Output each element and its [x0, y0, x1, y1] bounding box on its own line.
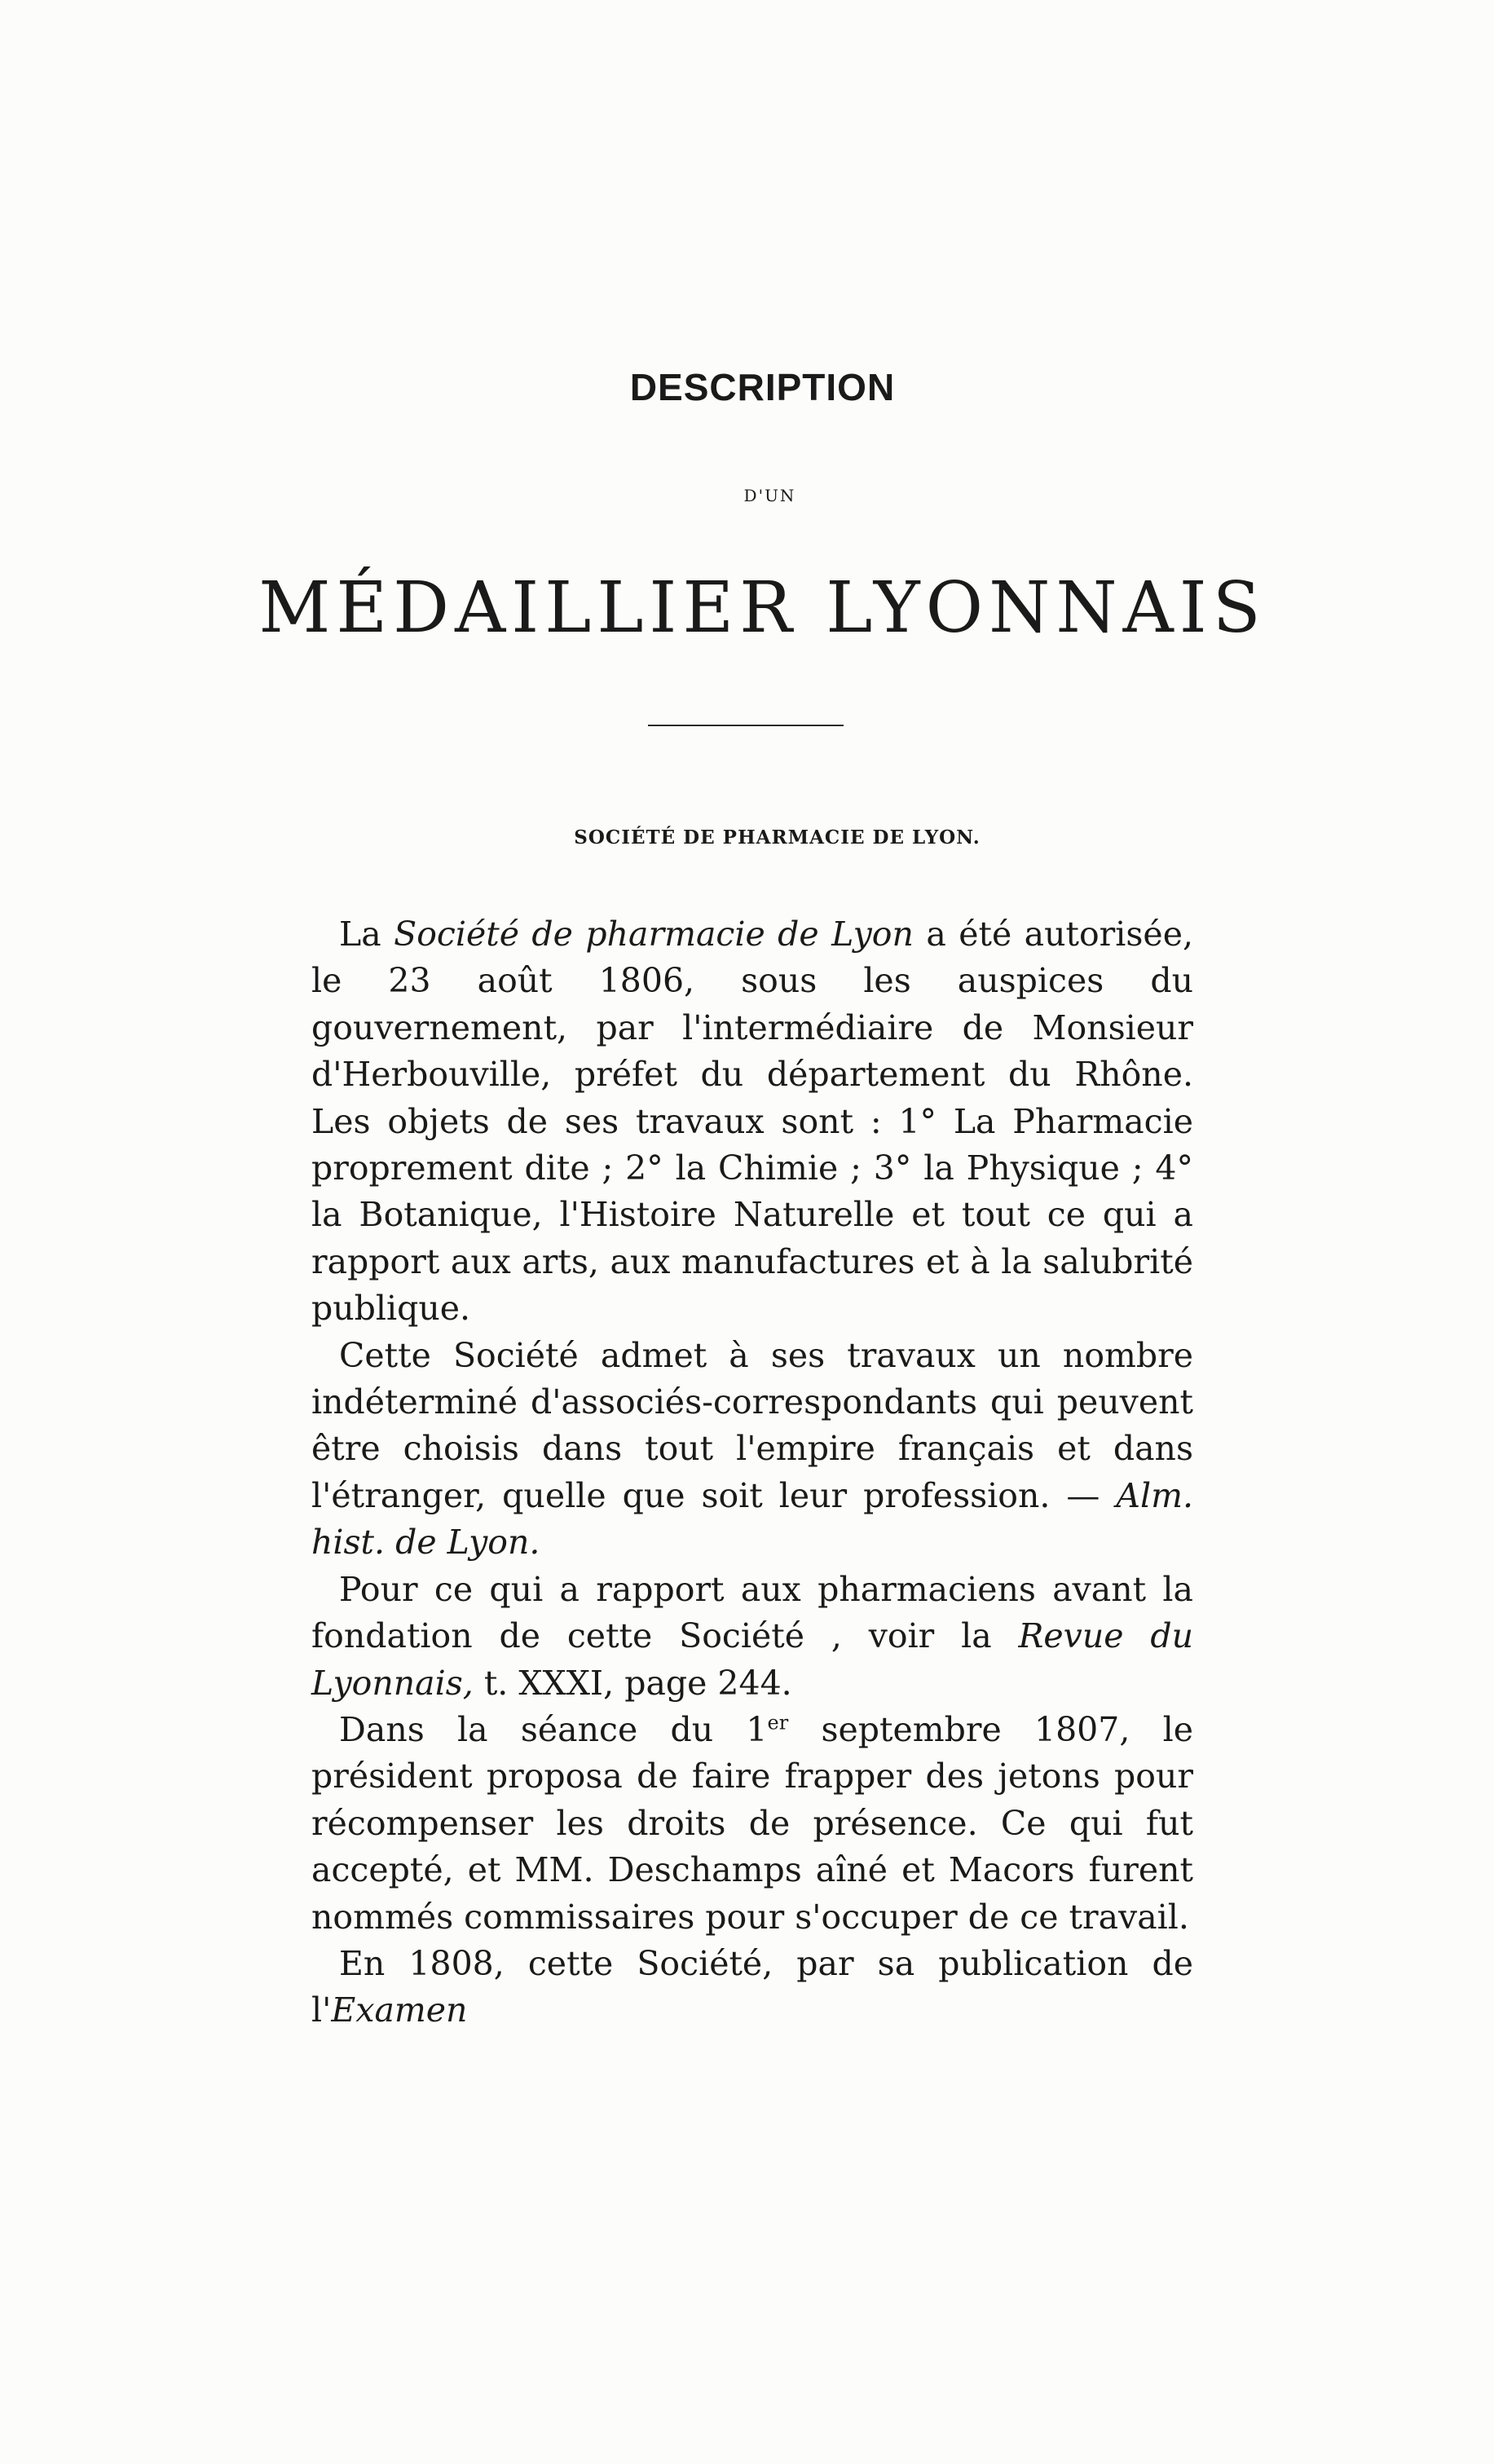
main-title: MÉDAILLIER LYONNAIS [258, 567, 1267, 649]
paragraph-text: Pour ce qui a rapport aux pharmaciens avant la fondation de cette Société , voir la [311, 1569, 1193, 1656]
paragraph-text: a été autorisée, le 23 août 1806, sous les auspices du gouvernement, par l'intermédiaire de Monsieur d'Herbouville, préfet du département du Rhône. Les objets de ses travaux sont : 1° La Pharmacie proprement dite ; 2° la Chimie ; 3° la Physique ; 4° la Botanique, l'Histoire Naturelle et tout ce qui a rapport aux arts, aux manufactures et à la salubrité publique. [311, 915, 1193, 1329]
paragraph-1 [311, 911, 1193, 1333]
citation-italic: Alm. hist. de Lyon. [311, 1475, 1193, 1563]
journal-title-italic: Revue du Lyonnais, [311, 1616, 1193, 1703]
paragraph-2 [311, 1333, 1193, 1567]
paragraph-text: La [339, 915, 394, 954]
paragraph-5 [311, 1941, 1193, 2034]
title-connector: D'UN [743, 486, 796, 505]
ordinal-superscript: er [767, 1711, 789, 1734]
paragraph-text: septembre 1807, le président proposa de faire frapper des jetons pour récompenser les droits de présence. Ce qui fut accepté, et MM. Deschamps aîné et Macors furent nommés commissaires pour s'occuper de ce travail. [311, 1709, 1194, 1937]
work-title-italic: Examen [331, 1990, 468, 2030]
paragraph-text: En 1808, cette Société, par sa publication de l' [311, 1943, 1193, 2030]
page-title: DESCRIPTION [629, 366, 896, 408]
paragraph-3 [311, 1567, 1193, 1707]
society-name-italic: Société de pharmacie de Lyon [394, 915, 914, 954]
title-divider-rule [648, 725, 844, 726]
section-heading: SOCIÉTÉ DE PHARMACIE DE LYON. [574, 826, 981, 849]
body-text [311, 911, 1193, 2034]
paragraph-text: t. XXXI, page 244. [473, 1663, 792, 1703]
paragraph-text: Cette Société admet à ses travaux un nombre indéterminé d'associés-correspondants qui peuvent être choisis dans tout l'empire français et dans l'étranger, quelle que soit leur profession. — [311, 1335, 1193, 1515]
paragraph-4 [311, 1707, 1193, 1941]
paragraph-text: Dans la séance du 1 [339, 1709, 768, 1749]
